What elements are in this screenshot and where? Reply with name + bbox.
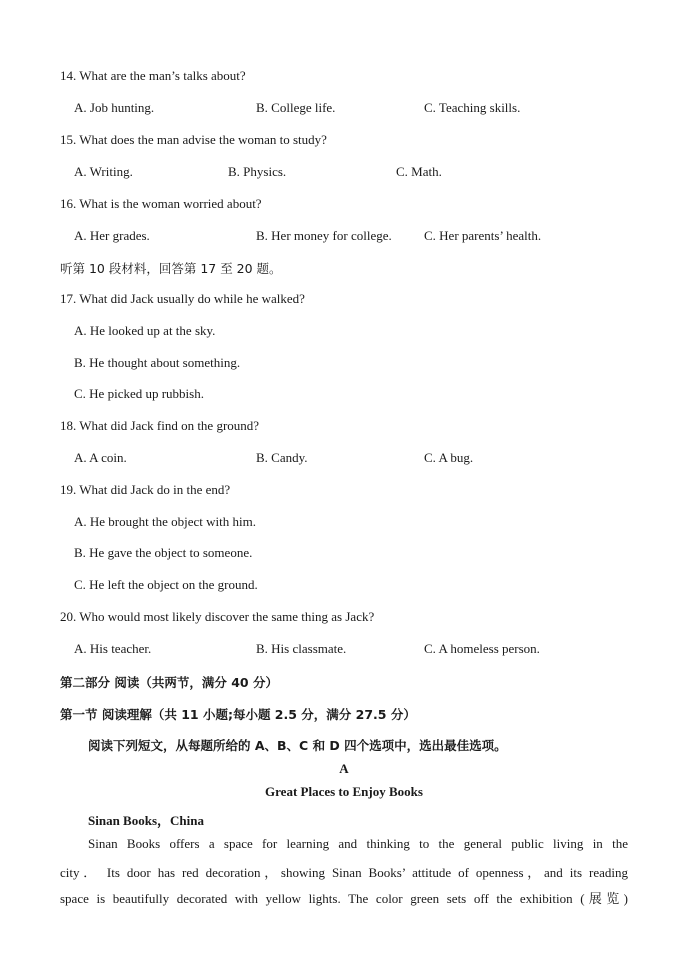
passage-letter: A xyxy=(339,761,349,776)
paragraph-line-2: city． Its door has red decoration，showing Sinan Books’ attitude of openness，and its reading xyxy=(60,865,628,880)
option-17b: B. He thought about something. xyxy=(74,355,241,370)
option-16a: A. Her grades. xyxy=(74,228,150,243)
option-19b: B. He gave the object to someone. xyxy=(74,545,253,560)
question-14: 14. What are the man’s talks about? xyxy=(60,68,246,83)
option-14a: A. Job hunting. xyxy=(74,100,155,115)
question-19: 19. What did Jack do in the end? xyxy=(60,482,231,497)
option-19c: C. He left the object on the ground. xyxy=(74,577,258,592)
paragraph-line-1: Sinan Books offers a space for learning and thinking to the general public living in the xyxy=(88,836,628,851)
question-20: 20. Who would most likely discover the same thing as Jack? xyxy=(60,609,375,624)
option-18b: B. Candy. xyxy=(256,450,308,465)
option-17c: C. He picked up rubbish. xyxy=(74,386,204,401)
option-16b: B. Her money for college. xyxy=(256,228,392,243)
option-16c: C. Her parents’ health. xyxy=(424,228,542,243)
section1-title: 第一节 阅读理解（共 11 小题;每小题 2.5 分，满分 27.5 分） xyxy=(60,707,416,722)
option-20c: C. A homeless person. xyxy=(424,641,540,656)
question-15: 15. What does the man advise the woman to study? xyxy=(60,132,327,147)
option-15c: C. Math. xyxy=(396,164,442,179)
option-15a: A. Writing. xyxy=(74,164,133,179)
option-15b: B. Physics. xyxy=(228,164,287,179)
option-17a: A. He looked up at the sky. xyxy=(74,323,216,338)
reading-instruction: 阅读下列短文，从每题所给的 A、B、C 和 D 四个选项中，选出最佳选项。 xyxy=(88,738,507,753)
option-20b: B. His classmate. xyxy=(256,641,347,656)
option-18a: A. A coin. xyxy=(74,450,127,465)
passage-title: Great Places to Enjoy Books xyxy=(265,784,423,799)
option-14c: C. Teaching skills. xyxy=(424,100,521,115)
question-16: 16. What is the woman worried about? xyxy=(60,196,262,211)
option-14b: B. College life. xyxy=(256,100,336,115)
question-18: 18. What did Jack find on the ground? xyxy=(60,418,260,433)
option-20a: A. His teacher. xyxy=(74,641,152,656)
option-19a: A. He brought the object with him. xyxy=(74,514,256,529)
section-note: 听第 10 段材料，回答第 17 至 20 题。 xyxy=(60,261,282,276)
paragraph-line-3: space is beautifully decorated with yellow lights. The color green sets off the exhibition (展览) xyxy=(60,891,628,906)
part2-title: 第二部分 阅读（共两节，满分 40 分） xyxy=(60,675,278,690)
option-18c: C. A bug. xyxy=(424,450,474,465)
question-17: 17. What did Jack usually do while he walked? xyxy=(60,291,305,306)
subheading: Sinan Books，China xyxy=(88,813,204,828)
